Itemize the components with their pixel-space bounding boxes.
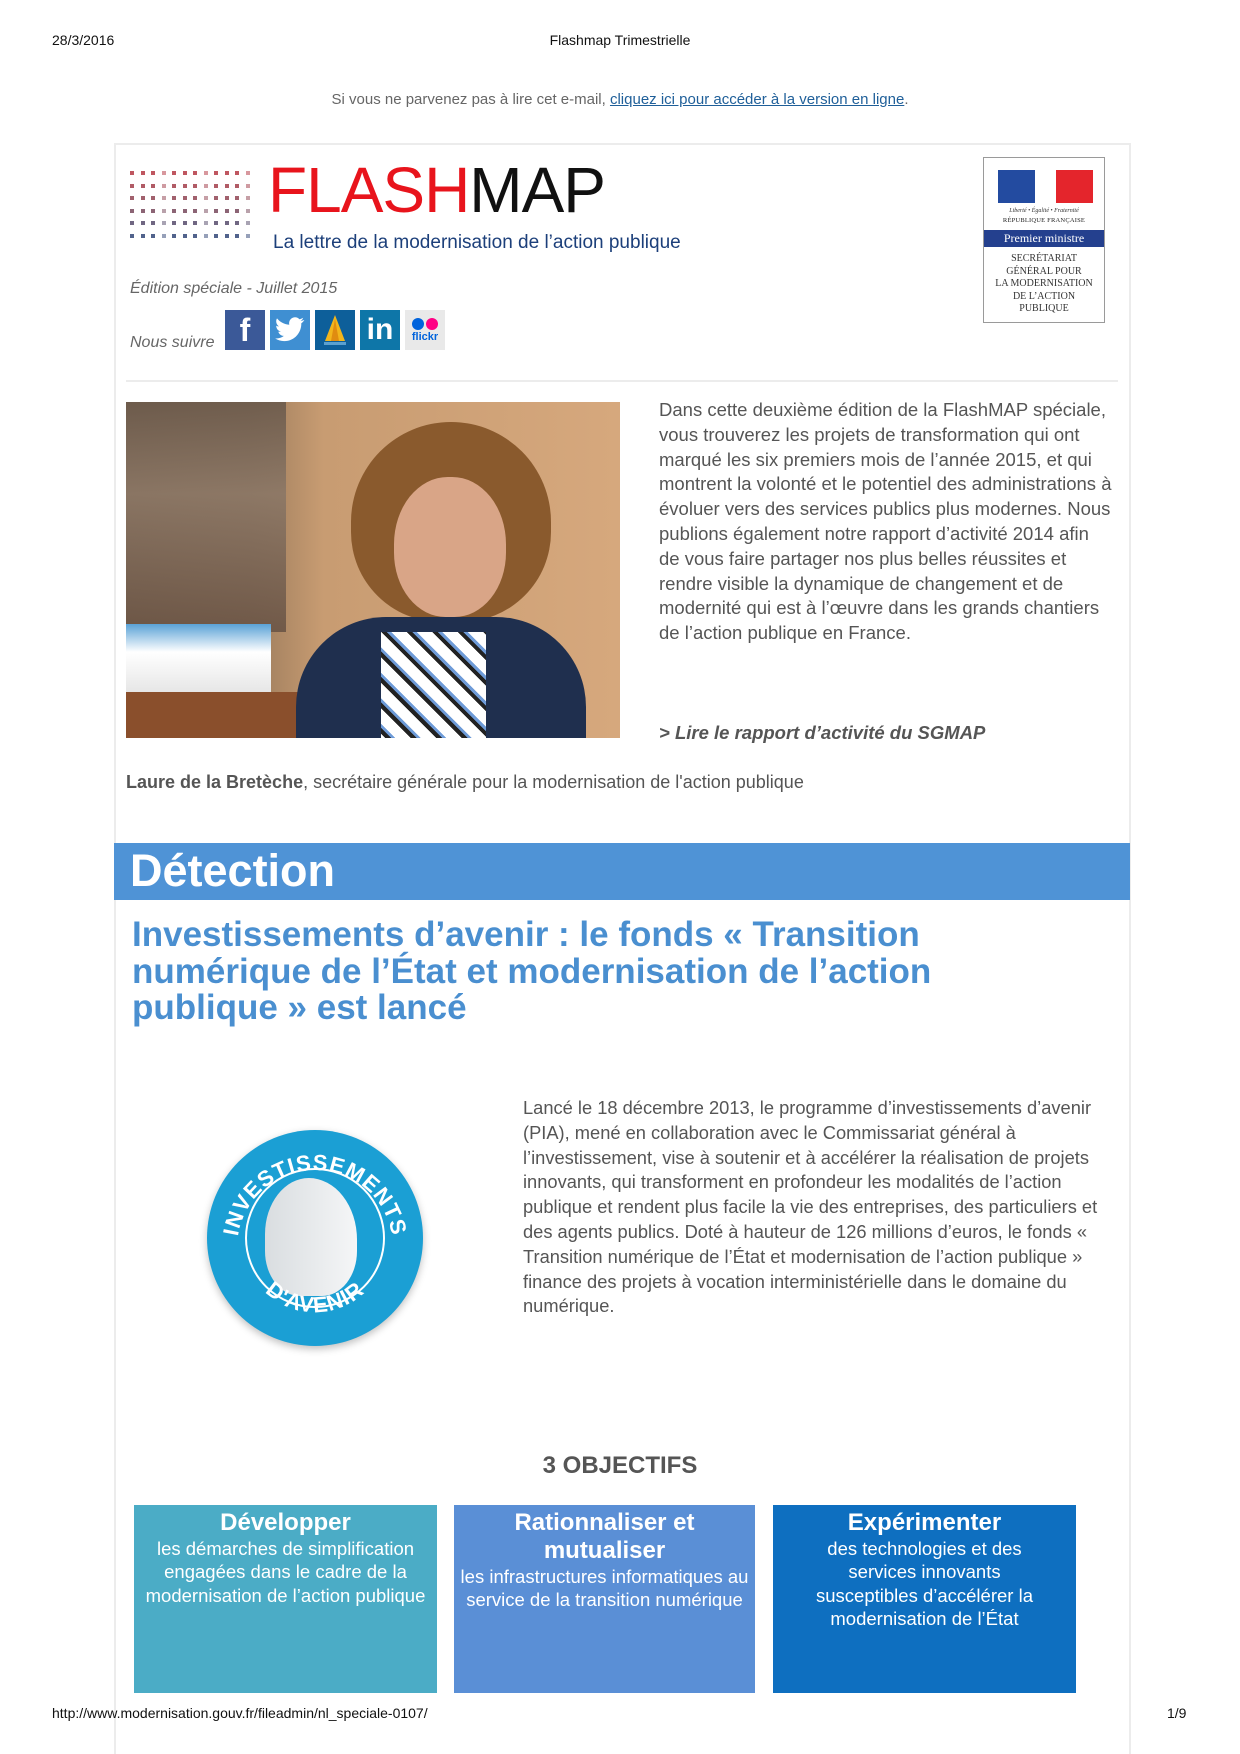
investissements-avenir-badge-icon xyxy=(207,1130,423,1346)
print-footer-url: http://www.modernisation.gouv.fr/fileadmin/nl_speciale-0107/ xyxy=(52,1705,428,1721)
online-version-notice xyxy=(0,91,1240,108)
photo-caption xyxy=(126,772,804,793)
objective-title: Développer xyxy=(220,1509,351,1536)
objective-card-experimenter xyxy=(773,1505,1076,1693)
portrait-photo xyxy=(126,402,620,738)
article-paragraph: Lancé le 18 décembre 2013, le programme d’investissements d’avenir (PIA), mené en collaboration avec le Commissariat général à l’investissement, vise à soutenir et à accélérer la réalisation de projets innovants, qui transforment en profondeur les modalités de l’action publique et rendent plus facile la vie des entreprises, des particuliers et des agents publics. Doté à hauteur de 126 millions d’euros, le fonds « Transition numérique de l’État et modernisation de l’action publique » finance des projets à vocation interministérielle dans le domaine du numérique. xyxy=(523,1097,1098,1317)
notice-text: Si vous ne parvenez pas à lire cet e-mail, xyxy=(331,91,610,108)
intro-paragraph: Dans cette deuxième édition de la FlashMAP spéciale, vous trouverez les projets de transformation qui ont marqué les six premiers mois de l’année 2015, et qui montrent la volonté et le potentiel des administrations à évoluer vers des services publics plus modernes. Nous publions également notre rapport d’activité 2014 afin de vous faire partager nos plus belles réussites et rendre visible la dynamique de changement et de modernité qui est à l’œuvre dans les grands chantiers de l’action publique en France. xyxy=(659,399,1112,644)
objective-card-developper xyxy=(134,1505,437,1693)
brand-map: MAP xyxy=(469,154,605,226)
gov-agency: SECRÉTARIAT GÉNÉRAL POUR LA MODERNISATION DE L’ACTION PUBLIQUE xyxy=(995,253,1093,314)
caption-name: Laure de la Bretèche xyxy=(126,772,304,792)
facebook-icon[interactable]: f xyxy=(225,310,265,350)
gov-republic: RÉPUBLIQUE FRANÇAISE xyxy=(1002,217,1086,224)
objective-desc: les infrastructures informatiques au service de la transition numérique xyxy=(460,1566,749,1611)
print-page-number: 1/9 xyxy=(1167,1705,1187,1721)
follow-label: Nous suivre xyxy=(130,334,215,351)
objective-desc: des technologies et des services innovants susceptibles d’accélérer la modernisation de l’État xyxy=(816,1538,1033,1629)
brand-logo xyxy=(268,154,605,226)
gov-ministry: Premier ministre xyxy=(984,230,1104,247)
objective-title: Expérimenter xyxy=(847,1509,1002,1536)
edition-label: Édition spéciale - Juillet 2015 xyxy=(130,280,338,297)
svg-text:D'AVENIR: D'AVENIR xyxy=(261,1276,369,1318)
activity-report-link[interactable]: > Lire le rapport d’activité du SGMAP xyxy=(659,722,986,743)
section-title: Détection xyxy=(130,845,336,896)
linkedin-icon[interactable]: in xyxy=(360,310,400,350)
gov-motto: Liberté • Égalité • Fraternité xyxy=(1009,208,1079,214)
twitter-icon[interactable] xyxy=(270,310,310,350)
logo-dot-grid-icon xyxy=(130,171,256,243)
brand-flash: FLASH xyxy=(268,154,470,226)
print-date: 28/3/2016 xyxy=(52,32,115,48)
header-divider xyxy=(126,380,1118,382)
dailymotion-icon[interactable] xyxy=(315,310,355,350)
objective-desc: les démarches de simplification engagées dans le cadre de la modernisation de l’action publique xyxy=(145,1538,426,1606)
objective-card-rationnaliser xyxy=(454,1505,755,1693)
print-title: Flashmap Trimestrielle xyxy=(549,32,691,48)
article-headline[interactable]: Investissements d’avenir : le fonds « Transition numérique de l’État et modernisation de l’action publique » est lancé xyxy=(132,915,932,1027)
section-header xyxy=(114,843,1130,900)
social-links xyxy=(225,310,445,350)
french-flag-icon xyxy=(998,170,1093,203)
svg-text:INVESTISSEMENTS: INVESTISSEMENTS xyxy=(218,1149,412,1238)
government-logo xyxy=(983,157,1105,323)
objectives-title: 3 OBJECTIFS xyxy=(542,1452,698,1479)
notice-suffix: . xyxy=(904,91,909,108)
online-version-link[interactable]: cliquez ici pour accéder à la version en ligne xyxy=(609,91,905,108)
brand-subtitle: La lettre de la modernisation de l’action publique xyxy=(273,232,681,253)
objective-title: Rationnaliser et mutualiser xyxy=(514,1509,695,1564)
flickr-icon[interactable]: flickr xyxy=(405,310,445,350)
caption-role: , secrétaire générale pour la modernisation de l'action publique xyxy=(303,772,804,792)
